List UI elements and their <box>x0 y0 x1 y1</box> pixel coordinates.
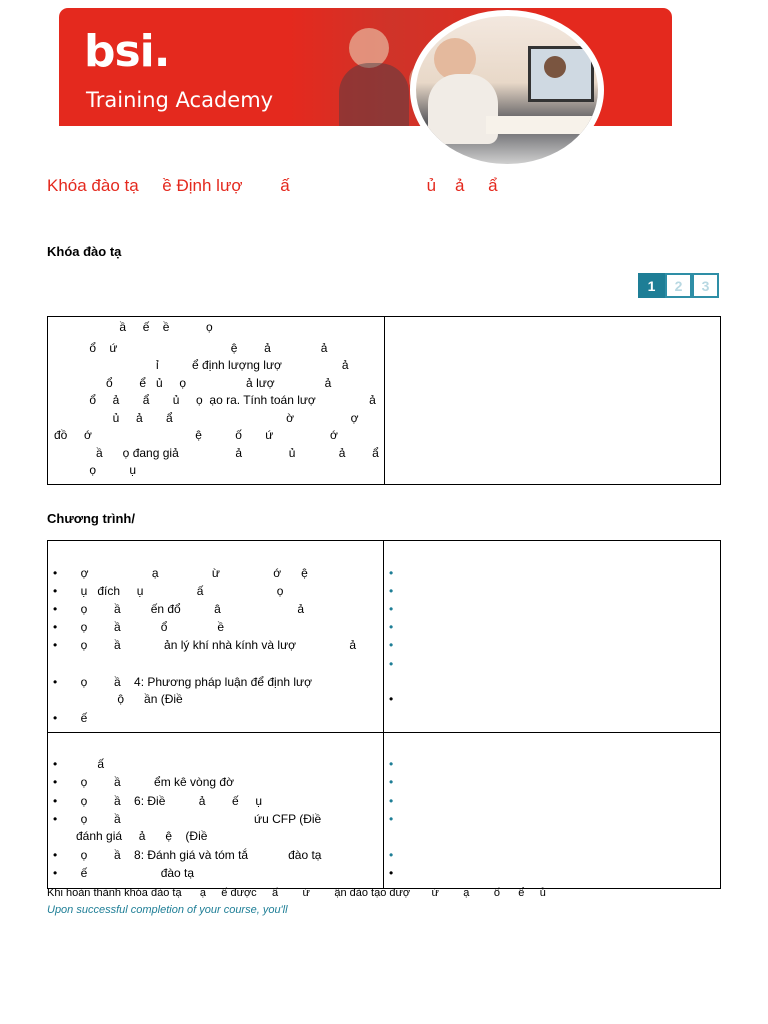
program-item: ọ ầ ản lý khí nhà kính và lượ ả <box>64 638 357 652</box>
bullet-icon: • <box>53 602 58 616</box>
program-item-continued: ộ ần (Điề <box>64 692 183 706</box>
bullet-icon: • <box>53 675 58 689</box>
program-item: ọ ầ ểm kê vòng đờ <box>64 775 234 789</box>
program-item-continued: đánh giá ả ệ (Điề <box>76 829 208 843</box>
section-heading-program: Chương trình/ <box>47 511 135 526</box>
program-item: ọ ầ 4: Phương pháp luận để định lượ <box>64 675 312 689</box>
intro-line: ầ ế ề ọ <box>56 320 213 334</box>
program-item: ợ ạ ừ ớ ệ <box>64 566 308 580</box>
bsi-logo: bsi. <box>84 26 170 77</box>
bullet-icon: • <box>389 757 394 771</box>
program-item: ọ ầ 6: Điề ả ế ụ <box>64 794 263 808</box>
bullet-icon: • <box>53 711 58 725</box>
bullet-icon: • <box>389 775 394 789</box>
bullet-icon: • <box>389 866 394 880</box>
bullet-icon: • <box>53 848 58 862</box>
program-item: ế <box>64 711 88 725</box>
program-item: ọ ầ 8: Đánh giá và tóm tắ đào tạ <box>64 848 322 862</box>
bullet-icon: • <box>389 848 394 862</box>
bullet-icon: • <box>389 620 394 634</box>
level-indicator <box>638 273 719 298</box>
program-item: ế đào tạ <box>64 866 195 880</box>
intro-line: ọ ụ <box>56 463 137 477</box>
bullet-icon: • <box>389 638 394 652</box>
section-heading-course: Khóa đào tạ <box>47 244 122 259</box>
bullet-icon: • <box>389 602 394 616</box>
intro-line: ổ ể ủ ọ ả lượ ả <box>56 376 332 390</box>
bullet-icon: • <box>389 657 394 671</box>
completion-text-en: Upon successful completion of your course, you'll <box>47 904 288 916</box>
bullet-icon: • <box>53 620 58 634</box>
level-2-badge: 2 <box>665 273 692 298</box>
completion-text-vn: Khi hoàn thành khóa đào tạ ạ ế được ấ ứ ận đào tạo đượ ừ ạ ố ể ủ <box>47 887 546 899</box>
bullet-icon: • <box>389 812 394 826</box>
intro-line: ỉ ể định lượng lượ ả <box>56 358 349 372</box>
bullet-icon: • <box>53 775 58 789</box>
program-table <box>47 540 721 889</box>
intro-table <box>47 316 721 485</box>
bullet-icon: • <box>53 866 58 880</box>
level-3-badge: 3 <box>692 273 719 298</box>
bullet-icon: • <box>53 757 58 771</box>
program-item: ọ ầ ổ ề <box>64 620 225 634</box>
bullet-icon: • <box>53 584 58 598</box>
program-item: ọ ầ ứu CFP (Điề <box>64 812 322 826</box>
training-photo <box>410 10 604 170</box>
table-divider <box>48 732 720 733</box>
program-item: ọ ầ ến đổ â ả <box>64 602 305 616</box>
intro-line: ổ ả ẩ ủ ọ ạo ra. Tính toán lượ ả <box>56 393 376 407</box>
bullet-icon: • <box>389 584 394 598</box>
bullet-icon: • <box>389 566 394 580</box>
bullet-icon: • <box>389 692 394 706</box>
level-1-badge: 1 <box>638 273 665 298</box>
program-item: ấ <box>64 757 105 771</box>
bullet-icon: • <box>53 566 58 580</box>
intro-line: ủ ả ẩ ờ ợ <box>56 411 359 425</box>
intro-line: ầ ọ đang giả ả ủ ả ẩ <box>56 446 379 460</box>
bullet-icon: • <box>53 812 58 826</box>
course-title: Khóa đào tạ ề Định lượ ấ ủ ả ẩ <box>47 176 498 195</box>
table-divider <box>384 317 385 484</box>
bullet-icon: • <box>53 794 58 808</box>
intro-line: đồ ớ ệ ố ứ ớ <box>54 428 338 442</box>
intro-line: ổ ứ ệ ả ả <box>56 341 328 355</box>
bullet-icon: • <box>53 638 58 652</box>
bullet-icon: • <box>389 794 394 808</box>
table-divider <box>383 541 384 888</box>
banner-tagline: Training Academy <box>86 88 274 112</box>
program-item: ụ đích ụ ấ ọ <box>64 584 284 598</box>
